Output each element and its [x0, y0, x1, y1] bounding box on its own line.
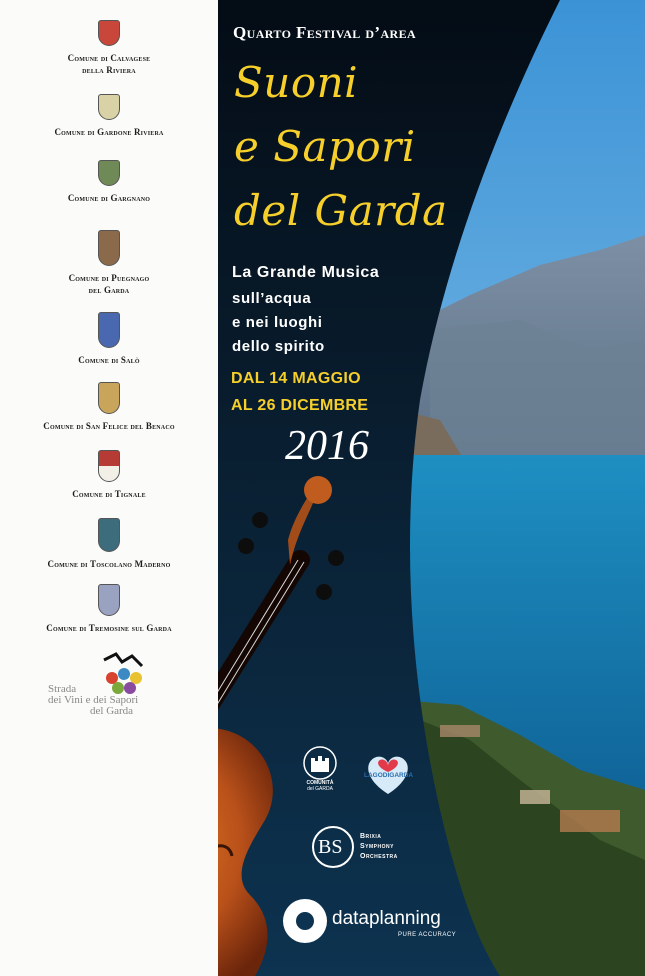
bso-mark: BS	[318, 836, 343, 858]
comune-calvagese	[0, 20, 218, 76]
title-line-3: del Garda	[234, 186, 448, 235]
strada-line3: del Garda	[90, 705, 134, 717]
dataplanning-tagline: PURE ACCURACY	[398, 932, 457, 938]
title-line-2: e Sapori	[234, 122, 416, 171]
comune-label: Comune di San Felice del Benaco	[43, 421, 175, 431]
comune-puegnago	[0, 230, 218, 296]
roofs	[520, 790, 550, 804]
year: 2016	[285, 423, 369, 469]
crest-icon	[98, 94, 120, 120]
crest-icon	[98, 160, 120, 186]
crest-icon	[98, 20, 120, 46]
strada-line1: Strada	[48, 683, 77, 695]
subtitle-line-2: sull’acqua	[232, 290, 312, 307]
dates-end: AL 26 DICEMBRE	[231, 397, 369, 414]
comune-tignale	[0, 450, 218, 500]
dataplanning-logo	[280, 896, 460, 952]
comunita-line1: COMUNITÀ	[306, 780, 334, 786]
crest-icon	[98, 382, 120, 414]
roofs	[560, 810, 620, 832]
comune-gardone-riviera	[0, 94, 218, 138]
comune-label: Comune di Toscolano Maderno	[47, 559, 171, 569]
comune-gargnano	[0, 160, 218, 204]
comune-tremosine	[0, 584, 218, 634]
lago-di-garda-logo	[360, 750, 416, 798]
castle-icon	[302, 746, 338, 780]
comunita-line2: del GARDA	[307, 786, 333, 792]
dataplanning-name: dataplanning	[332, 908, 441, 929]
comune-label: Comune di Calvagese della Riviera	[67, 53, 151, 75]
comune-label: Comune di Gargnano	[67, 193, 151, 203]
strada-line2: dei Vini e dei Sapori	[48, 694, 139, 706]
grapes-icon	[82, 652, 162, 694]
strada-vini-logo	[48, 652, 188, 722]
bso-line1: Brixia	[360, 833, 382, 840]
lago-label: LAGODIGARDA	[364, 772, 414, 779]
comunita-garda-logo	[298, 746, 342, 798]
festival-edition: Quarto Festival d’area	[233, 23, 417, 42]
comune-label: Comune di Tremosine sul Garda	[46, 623, 172, 633]
roofs	[440, 725, 480, 737]
crest-icon	[98, 450, 120, 482]
dates-start: DAL 14 MAGGIO	[231, 370, 361, 387]
comune-label: Comune di Puegnago del Garda	[68, 273, 150, 295]
subtitle-line-1: La Grande Musica	[232, 264, 380, 281]
comune-label: Comune di Tignale	[72, 489, 146, 499]
comune-salo	[0, 312, 218, 366]
dataplanning-mark-icon	[280, 896, 330, 946]
bso-line2: Symphony	[360, 843, 394, 850]
comune-label: Comune di Gardone Riviera	[54, 127, 164, 137]
crest-icon	[98, 230, 120, 266]
crest-icon	[98, 312, 120, 348]
title-line-1: Suoni	[234, 58, 359, 107]
bso-line3: Orchestra	[360, 853, 398, 860]
subtitle-line-4: dello spirito	[232, 338, 325, 355]
crest-icon	[98, 518, 120, 552]
bso-logo	[312, 826, 422, 876]
crest-icon	[98, 584, 120, 616]
comune-toscolano-maderno	[0, 518, 218, 570]
comune-san-felice	[0, 382, 218, 432]
subtitle-line-3: e nei luoghi	[232, 314, 323, 331]
comune-label: Comune di Salò	[78, 355, 140, 365]
